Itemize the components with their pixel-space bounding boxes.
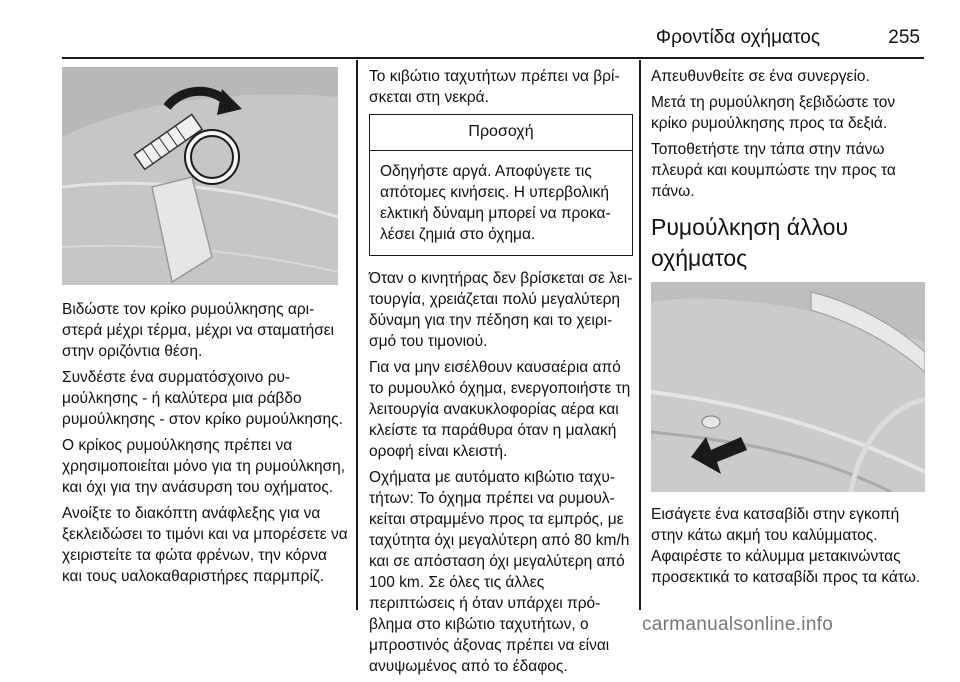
column-2 <box>369 60 633 682</box>
col3-paragraph-3: Τοποθετήστε την τάπα στην πάνω πλευρά και κουμπώστε την προς τα πάνω. <box>651 141 896 200</box>
col3-paragraph-2: Μετά τη ρυμούλκηση ξεβιδώστε τον κρίκο ρυμούλκησης προς τα δεξιά. <box>651 94 896 132</box>
col2-paragraph-1: Όταν ο κινητήρας δεν βρίσκεται σε λειτουργία, χρειάζεται πολύ μεγαλύτερη δύναμη για την πέδηση και το χειρισμό του τιμονιού. <box>369 270 633 350</box>
running-header-title: Φροντίδα οχήματος <box>655 27 820 48</box>
col1-paragraph-3: Ο κρίκος ρυμούλκησης πρέπει να χρησιμοποιείται μόνο για τη ρυμούλκηση, και όχι για την ανάσυρση του οχήματος. <box>62 437 346 496</box>
col3-paragraph-1: Απευθυνθείτε σε ένα συνεργείο. <box>651 68 870 85</box>
warning-text: Οδηγήστε αργά. Αποφύγετε τις απότομες κινήσεις. Η υπερβολική ελκτική δύναμη μπορεί να προκαλέσει ζημιά στο όχημα. <box>380 163 611 243</box>
column-1 <box>62 60 348 592</box>
warning-box <box>369 114 633 256</box>
watermark: carmanualsonline.info <box>642 614 834 635</box>
section-heading: Ρυμούλκηση άλλου οχήματος <box>651 214 849 271</box>
column-3 <box>651 60 926 593</box>
column-divider-2 <box>639 60 641 610</box>
page-number: 255 <box>888 27 920 48</box>
rear-bumper-illustration <box>651 282 925 492</box>
towing-eye-illustration <box>62 67 338 285</box>
column-divider-1 <box>356 60 358 610</box>
col2-paragraph-3: Οχήματα με αυτόματο κιβώτιο ταχυτήτων: Το όχημα πρέπει να ρυμουλκείται στραμμένο προς τα εμπρός, με ταχύτητα όχι μεγαλύτερη από 80 km/h και σε απόσταση όχι μεγαλύτερη από 100 km. Σε όλες τις άλλες περιπτώσεις ή όταν υπάρχει πρόβλημα στο κιβώτιο ταχυτήτων, ο μπροστινός άξονας πρέπει να είναι ανυψωμένος από το έδαφος. <box>369 469 630 675</box>
col2-paragraph-2: Για να μην εισέλθουν καυσαέρια από το ρυμουλκό όχημα, ενεργοποιήστε τη λειτουργία ανακυκλοφορίας αέρα και κλείστε τα παράθυρα όταν η μαλακή οροφή είναι κλειστή. <box>369 359 631 460</box>
col1-paragraph-1: Βιδώστε τον κρίκο ρυμούλκησης αριστερά μέχρι τέρμα, μέχρι να σταματήσει στην οριζόντια θέση. <box>62 301 335 360</box>
col1-paragraph-4: Ανοίξτε το διακόπτη ανάφλεξης για να ξεκλειδώσει το τιμόνι και να μπορέσετε να χειριστείτε τα φώτα φρένων, την κόρνα και τους υαλοκαθαριστήρες παρμπρίζ. <box>62 505 348 585</box>
warning-title: Προσοχή <box>370 115 632 151</box>
towing-eye-drawing <box>62 67 338 285</box>
col1-paragraph-2: Συνδέστε ένα συρματόσχοινο ρυμούλκησης - ή καλύτερα μια ράβδο ρυμούλκησης - στον κρίκο ρυμούλκησης. <box>62 369 343 428</box>
col2-intro: Το κιβώτιο ταχυτήτων πρέπει να βρίσκεται στη νεκρά. <box>369 68 620 106</box>
rear-bumper-drawing <box>651 282 925 492</box>
col3-paragraph-4: Εισάγετε ένα κατσαβίδι στην εγκοπή στην κάτω ακμή του καλύμματος. Αφαιρέστε το κάλυμμα μετακινώντας προσεκτικά το κατσαβίδι προς τα κάτω. <box>651 506 921 586</box>
header-rule <box>62 57 924 59</box>
